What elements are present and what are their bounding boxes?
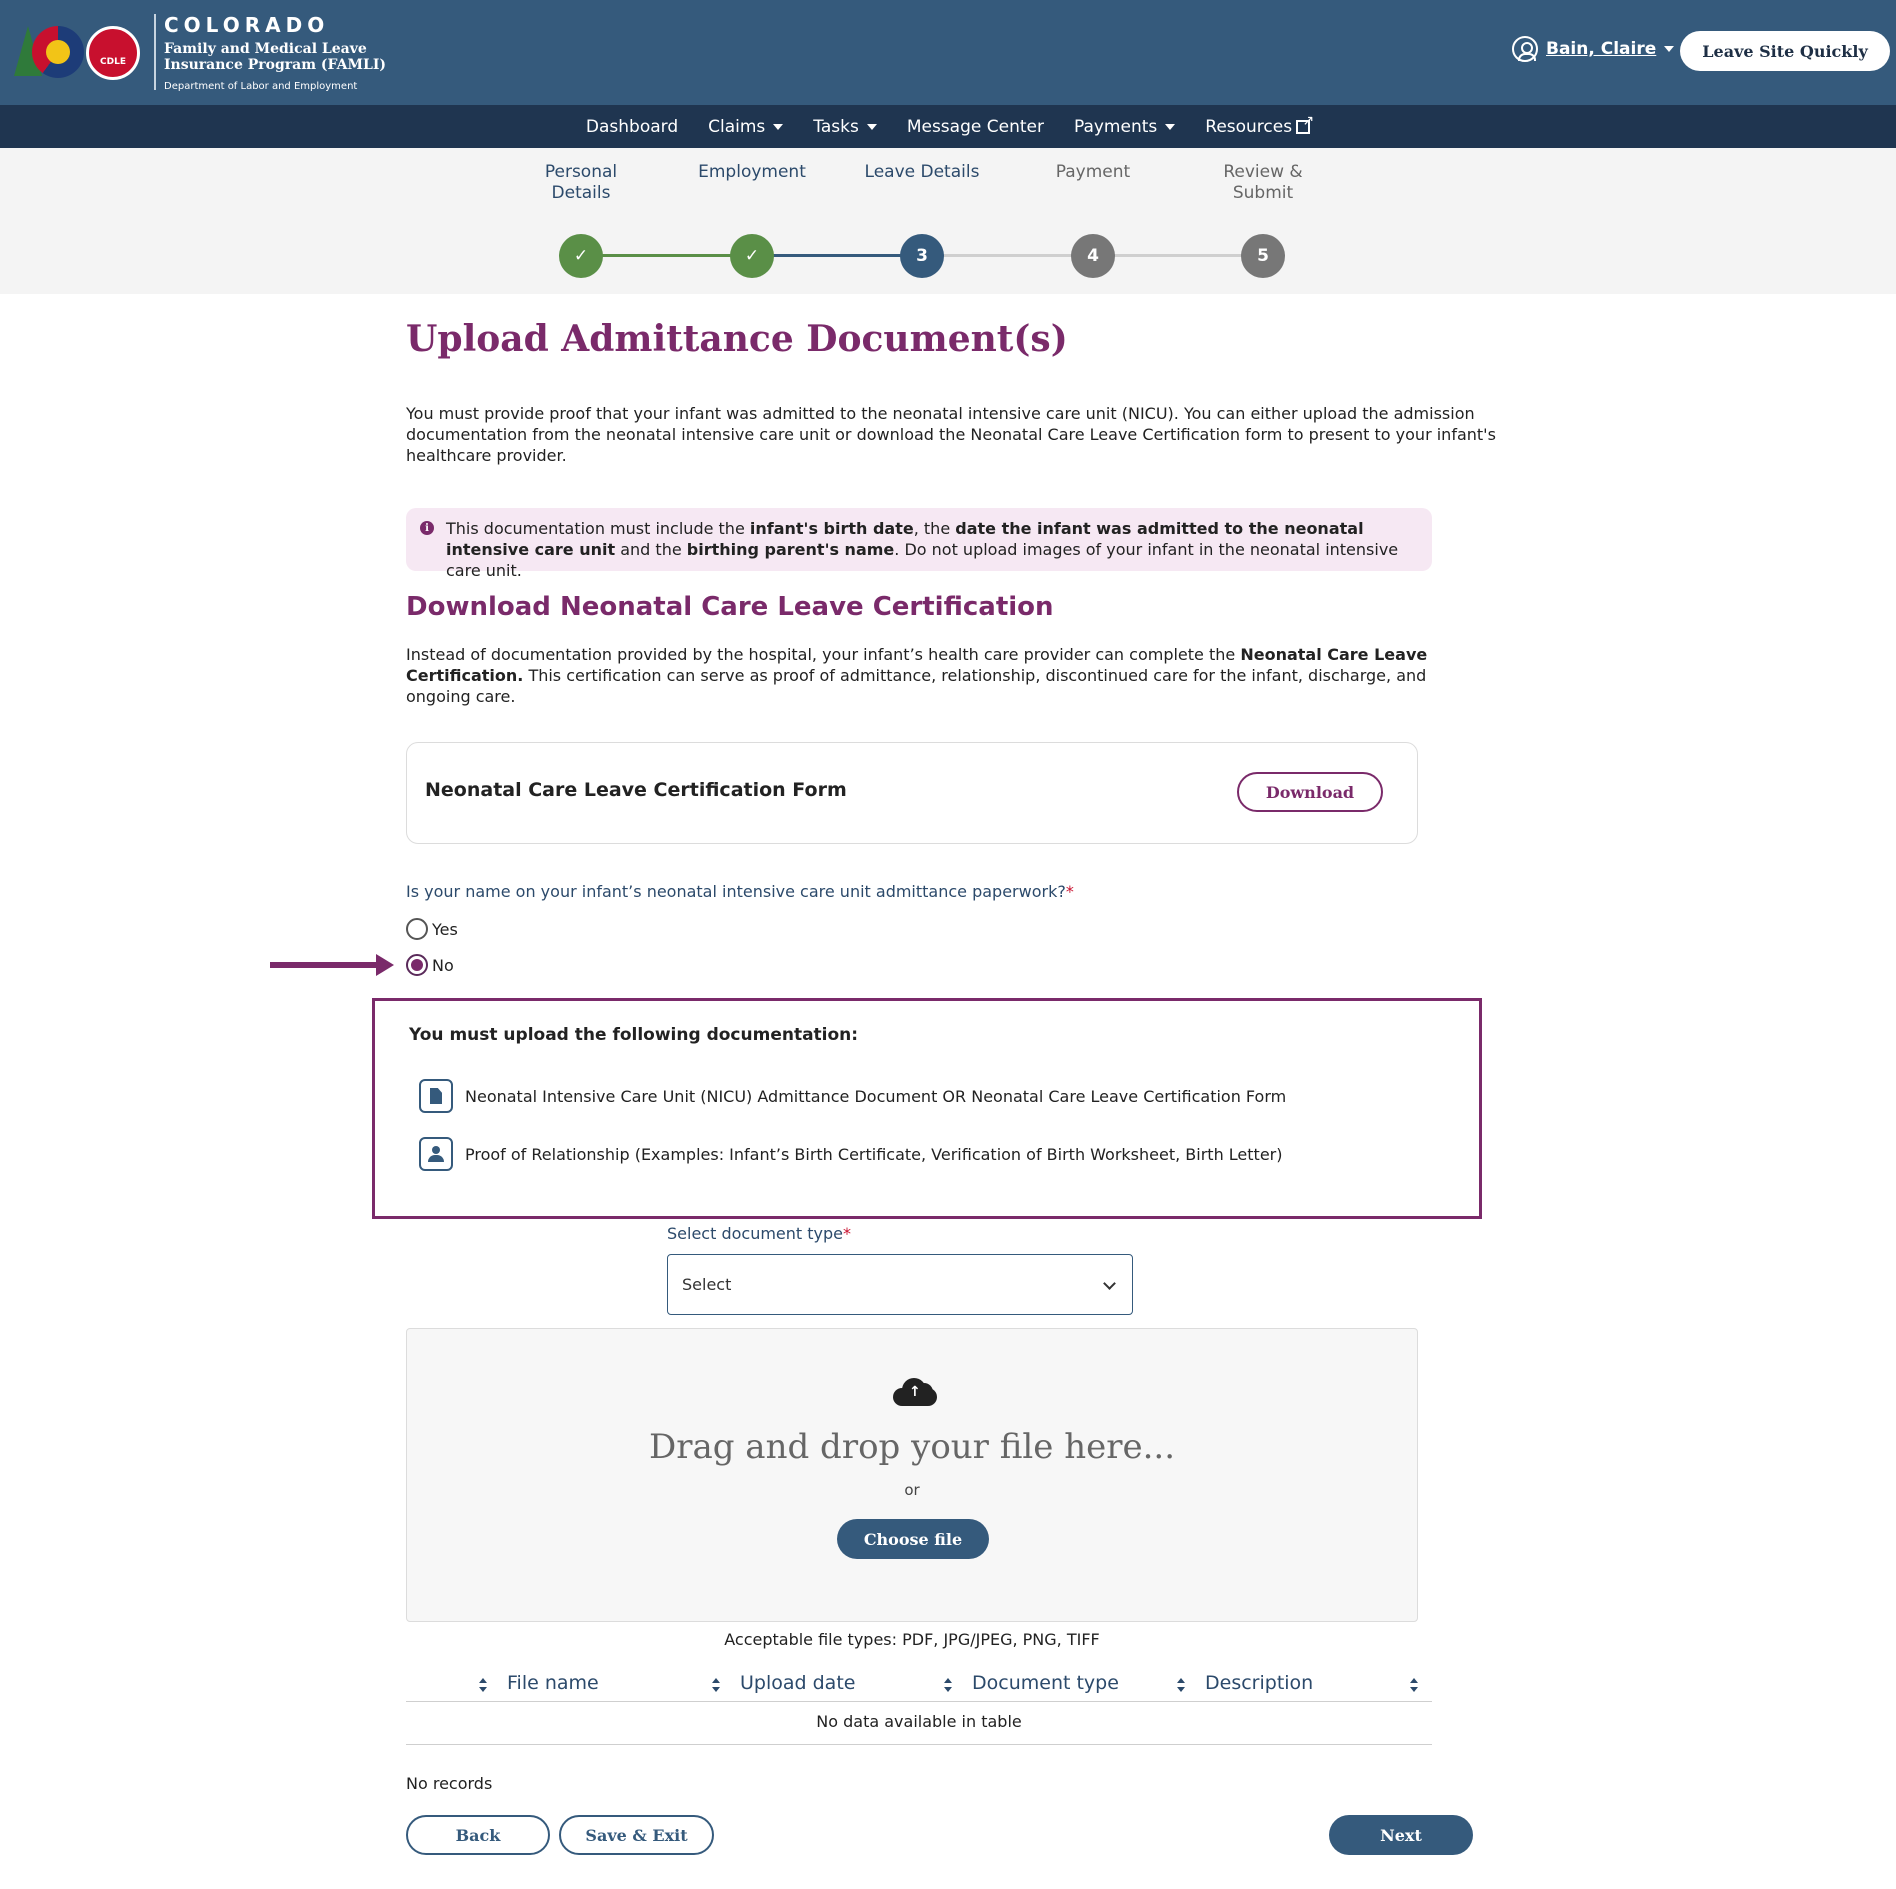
user-menu[interactable] [1512,36,1674,62]
file-dropzone[interactable] [406,1328,1418,1622]
step-connector [751,254,922,257]
nav-dashboard[interactable]: Dashboard [585,116,679,137]
radio-option-yes[interactable]: Yes [406,918,458,940]
required-document-item: Neonatal Intensive Care Unit (NICU) Admittance Document OR Neonatal Care Leave Certification Form [419,1079,1286,1113]
step-connector [922,254,1093,257]
step-label-payment: Payment [1055,162,1131,182]
nav-tasks[interactable]: Tasks [813,117,877,137]
file-icon [419,1079,453,1113]
main-nav [0,105,1896,148]
sort-icon[interactable] [1410,1678,1418,1694]
document-type-select[interactable]: Select [667,1254,1133,1315]
sort-icon[interactable] [479,1678,487,1694]
user-name-link[interactable]: Bain, Claire [1546,39,1657,59]
files-table-header [406,1670,1432,1702]
step-label-employment[interactable]: Employment [698,162,806,182]
intro-text: You must provide proof that your infant was admitted to the neonatal intensive care unit (NICU). You can either upload the admission documentation from the neonatal intensive care unit or download the Neonatal Care Leave Certification form to present to your infant's healthcare provider. [406,404,1496,465]
sort-icon[interactable] [944,1678,952,1694]
certification-form-name: Neonatal Care Leave Certification Form [425,779,847,801]
choose-file-button[interactable]: Choose file [837,1519,989,1559]
nav-claims[interactable]: Claims [708,117,783,137]
person-icon [419,1137,453,1171]
department-name: Department of Labor and Employment [164,80,358,92]
annotation-arrow-icon [270,962,380,968]
save-exit-button[interactable]: Save & Exit [559,1815,714,1855]
records-count: No records [406,1774,493,1793]
required-documents-heading: You must upload the following documentation: [409,1025,859,1045]
check-icon: ✓ [573,246,589,266]
step-connector [1093,254,1263,257]
acceptable-file-types: Acceptable file types: PDF, JPG/JPEG, PNG, TIFF [724,1630,1100,1649]
column-file-name[interactable]: File name [507,1672,599,1694]
table-empty-row: No data available in table [406,1702,1432,1745]
site-header [0,0,1896,105]
step-label-review-submit: Review & Submit [1223,162,1303,203]
radio-option-no[interactable]: No [406,954,454,976]
required-document-item: Proof of Relationship (Examples: Infant’s Birth Certificate, Verification of Birth Worksheet, Birth Letter) [419,1137,1282,1171]
caret-down-icon [867,124,877,130]
nav-resources[interactable]: Resources ↗ [1205,117,1310,137]
info-icon: i [420,521,434,535]
caret-down-icon [1664,46,1674,52]
next-button[interactable]: Next [1329,1815,1473,1855]
nav-message-center[interactable]: Message Center [906,116,1044,137]
sort-icon[interactable] [1177,1678,1185,1694]
dropzone-or: or [904,1481,920,1499]
required-asterisk: * [1065,882,1074,901]
step-5-upcoming: 5 [1241,234,1285,278]
external-link-icon [1296,120,1310,134]
colorado-logo-mark [14,22,144,82]
caret-down-icon [1165,124,1175,130]
column-upload-date[interactable]: Upload date [740,1672,856,1694]
name-on-paperwork-question: Is your name on your infant’s neonatal intensive care unit admittance paperwork?* [406,882,1074,901]
chevron-down-icon [1103,1277,1116,1290]
column-document-type[interactable]: Document type [972,1672,1119,1694]
step-2-complete[interactable] [730,234,774,278]
certification-text: Instead of documentation provided by the hospital, your infant’s health care provider can complete the Neonatal Care Leave Certification. This certification can serve as proof of admittance, relationship, discontinued care for the infant, discharge, and ongoing care. [406,645,1428,706]
check-icon: ✓ [744,246,760,266]
column-description[interactable]: Description [1205,1672,1314,1694]
program-name-line1: Family and Medical Leave [164,40,367,57]
step-label-leave-details[interactable]: Leave Details [864,162,980,182]
download-button[interactable]: Download [1237,772,1383,812]
certification-form-card [406,742,1418,844]
nav-payments[interactable]: Payments [1074,117,1175,137]
leave-site-quickly-button[interactable]: Leave Site Quickly [1680,31,1890,71]
download-section-title: Download Neonatal Care Leave Certification [406,592,1054,622]
user-circle-icon [1512,36,1538,62]
info-notice: i This documentation must include the infant's birth date, the date the infant was admitted to the neonatal intensive care unit and the birthing parent's name. Do not upload images of your infant in the neonatal intensive care unit. [406,508,1432,571]
cloud-upload-icon: ↑ [893,1376,937,1406]
radio-no-selected[interactable] [406,954,428,976]
famli-logo[interactable] [14,12,386,92]
radio-yes[interactable] [406,918,428,940]
caret-down-icon [773,124,783,130]
dropzone-title: Drag and drop your file here... [648,1427,1176,1467]
cdle-seal-icon: CDLE [86,26,140,80]
document-type-label: Select document type* [667,1224,851,1243]
step-1-complete[interactable] [559,234,603,278]
step-connector [581,254,751,257]
sort-icon[interactable] [712,1678,720,1694]
required-documents-box [372,998,1482,1219]
step-3-current[interactable]: 3 [900,234,944,278]
program-name-line2: Insurance Program (FAMLI) [164,56,387,73]
step-label-personal-details[interactable]: Personal Details [544,162,618,203]
step-4-upcoming: 4 [1071,234,1115,278]
back-button[interactable]: Back [406,1815,550,1855]
state-name: COLORADO [164,12,330,37]
page-title: Upload Admittance Document(s) [406,318,1068,360]
